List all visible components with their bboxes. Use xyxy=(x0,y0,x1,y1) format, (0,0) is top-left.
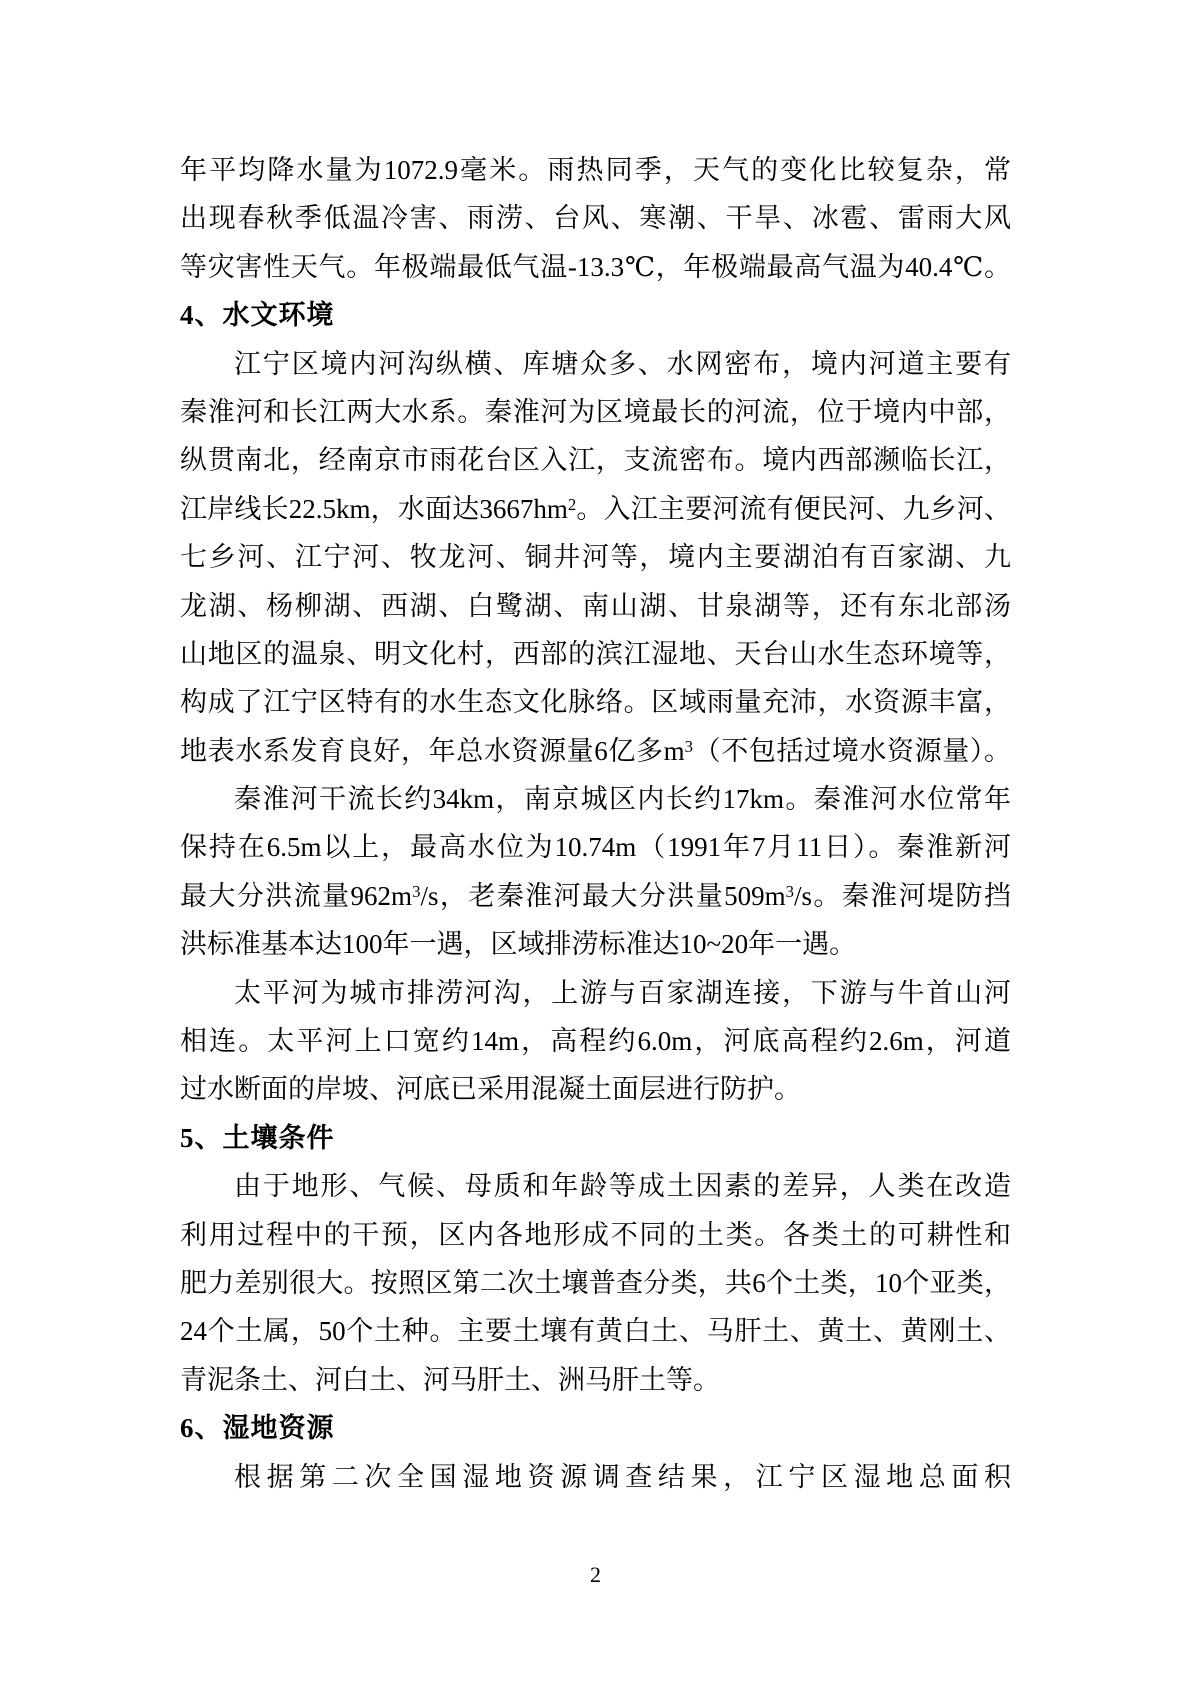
text-line: 根据第二次全国湿地资源调查结果，江宁区湿地总面积 xyxy=(234,1461,1011,1492)
superscript: 2 xyxy=(567,495,577,515)
document-body xyxy=(180,146,1011,1501)
text-line: 肥力差别很大。按照区第二次土壤普查分类，共6个土类，10个亚类， xyxy=(180,1267,1011,1298)
text-line: 相连。太平河上口宽约14m，高程约6.0m，河底高程约2.6m，河道 xyxy=(180,1026,1011,1057)
superscript: 3 xyxy=(684,737,694,757)
section-heading: 4、水文环境 xyxy=(180,300,335,331)
text-line: 保持在6.5m以上，最高水位为10.74m（1991年7月11日）。秦淮新河 xyxy=(180,832,1011,863)
text-line: 江岸线长22.5km，水面达$3667hm^2$。入江主要河流有便民河、九乡河、 xyxy=(180,493,1011,524)
text-line: 青泥条土、河白土、河马肝土、洲马肝土等。 xyxy=(180,1364,720,1395)
text-line: 地表水系发育良好，年总水资源量6亿多$m^3$（不包括过境水资源量）。 xyxy=(180,735,1011,766)
text-line: 纵贯南北，经南京市雨花台区入江，支流密布。境内西部濒临长江， xyxy=(180,445,1011,476)
page-number: 2 xyxy=(590,1562,601,1587)
superscript: 3 xyxy=(412,882,421,902)
text-line: 24个土属，50个土种。主要土壤有黄白土、马肝土、黄土、黄刚土、 xyxy=(180,1316,1011,1347)
text-line: 七乡河、江宁河、牧龙河、铜井河等，境内主要湖泊有百家湖、九 xyxy=(180,542,1011,573)
section-heading: 6、湿地资源 xyxy=(180,1413,335,1444)
section-heading: 5、土壤条件 xyxy=(180,1122,335,1153)
text-line: 出现春秋季低温冷害、雨涝、台风、寒潮、干旱、冰雹、雷雨大风 xyxy=(180,203,1011,234)
text-line: 秦淮河和长江两大水系。秦淮河为区境最长的河流，位于境内中部， xyxy=(180,396,1011,427)
superscript: 3 xyxy=(785,882,794,902)
text-line: 秦淮河干流长约34km，南京城区内长约17km。秦淮河水位常年 xyxy=(234,784,1011,815)
text-line: 利用过程中的干预，区内各地形成不同的土类。各类土的可耕性和 xyxy=(180,1219,1011,1250)
text-line: 最大分洪流量$962m^3/s$，老秦淮河最大分洪量$509m^3/s$。秦淮河堤防挡 xyxy=(180,880,1011,911)
text-line: 山地区的温泉、明文化村，西部的滨江湿地、天台山水生态环境等， xyxy=(180,638,1011,669)
text-line: 过水断面的岸坡、河底已采用混凝土面层进行防护。 xyxy=(180,1074,801,1105)
text-line: 等灾害性天气。年极端最低气温-13.3℃，年极端最高气温为40.4℃。 xyxy=(180,251,1011,282)
text-line: 江宁区境内河沟纵横、库塘众多、水网密布，境内河道主要有 xyxy=(234,348,1011,379)
text-line: 龙湖、杨柳湖、西湖、白鹭湖、南山湖、甘泉湖等，还有东北部汤 xyxy=(180,590,1011,621)
text-line: 太平河为城市排涝河沟，上游与百家湖连接，下游与牛首山河 xyxy=(234,977,1011,1008)
text-line: 年平均降水量为1072.9毫米。雨热同季，天气的变化比较复杂，常 xyxy=(180,155,1011,185)
text-line: 由于地形、气候、母质和年龄等成土因素的差异，人类在改造 xyxy=(234,1171,1011,1202)
text-line: 构成了江宁区特有的水生态文化脉络。区域雨量充沛，水资源丰富， xyxy=(180,687,1011,718)
text-line: 洪标准基本达100年一遇，区域排涝标准达10~20年一遇。 xyxy=(180,929,857,960)
